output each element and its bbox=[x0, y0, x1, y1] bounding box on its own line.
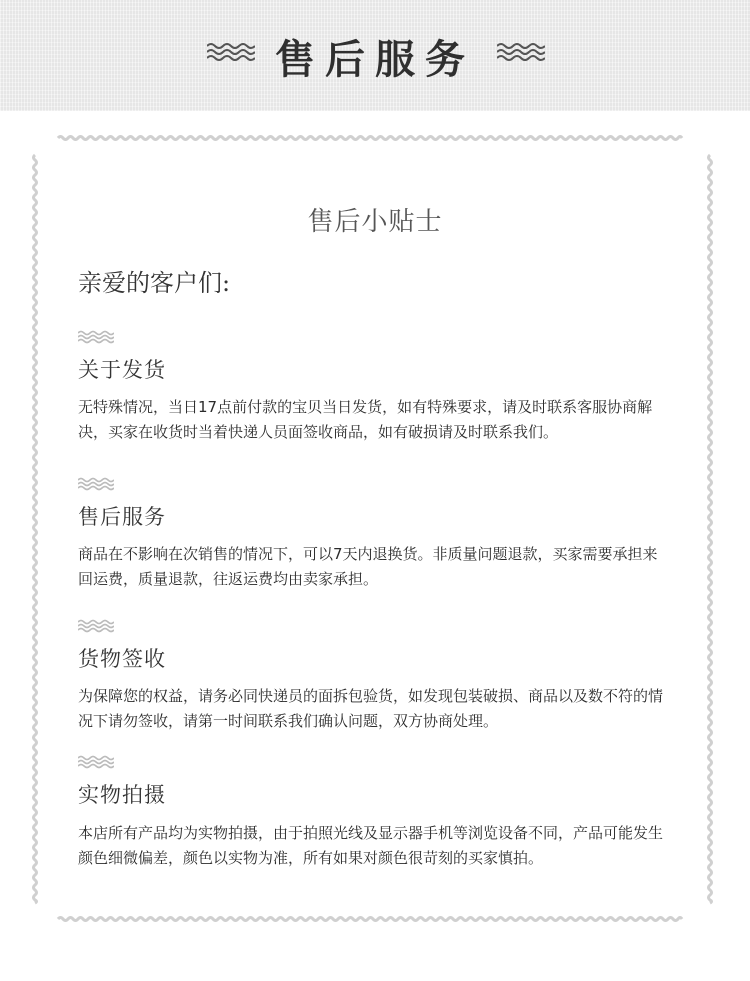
section-body-shipping: 无特殊情况，当日17点前付款的宝贝当日发货，如有特殊要求，请及时联系客服协商解决，买家在收货时当着快递人员面签收商品，如有破损请及时联系我们。 bbox=[78, 398, 653, 441]
section-wave-icon bbox=[78, 477, 114, 491]
greeting: 亲爱的客户们: bbox=[78, 269, 231, 297]
section-wave-icon bbox=[78, 330, 114, 344]
banner-title: 售后服务 bbox=[275, 36, 475, 83]
section-body-receipt: 为保障您的权益，请务必同快递员的面拆包验货，如发现包装破损、商品以及数不符的情况下请勿签收，请第一时间联系我们确认问题，双方协商处理。 bbox=[78, 687, 664, 730]
section-body-photos: 本店所有产品均为实物拍摄，由于拍照光线及显示器手机等浏览设备不同，产品可能发生颜色细微偏差，颜色以实物为准，所有如果对颜色很苛刻的买家慎拍。 bbox=[78, 824, 664, 867]
section-title-receipt: 货物签收 bbox=[78, 647, 166, 671]
section-body-after-sales: 商品在不影响在次销售的情况下，可以7天内退换货。非质量问题退款，买家需要承担来回运费，质量退款，往返运费均由卖家承担。 bbox=[78, 545, 658, 588]
section-wave-icon bbox=[78, 619, 114, 633]
section-title-photos: 实物拍摄 bbox=[78, 783, 166, 807]
card-title: 售后小贴士 bbox=[307, 207, 443, 237]
section-title-after-sales: 售后服务 bbox=[78, 505, 166, 529]
section-title-shipping: 关于发货 bbox=[78, 358, 166, 382]
section-wave-icon bbox=[78, 755, 114, 769]
